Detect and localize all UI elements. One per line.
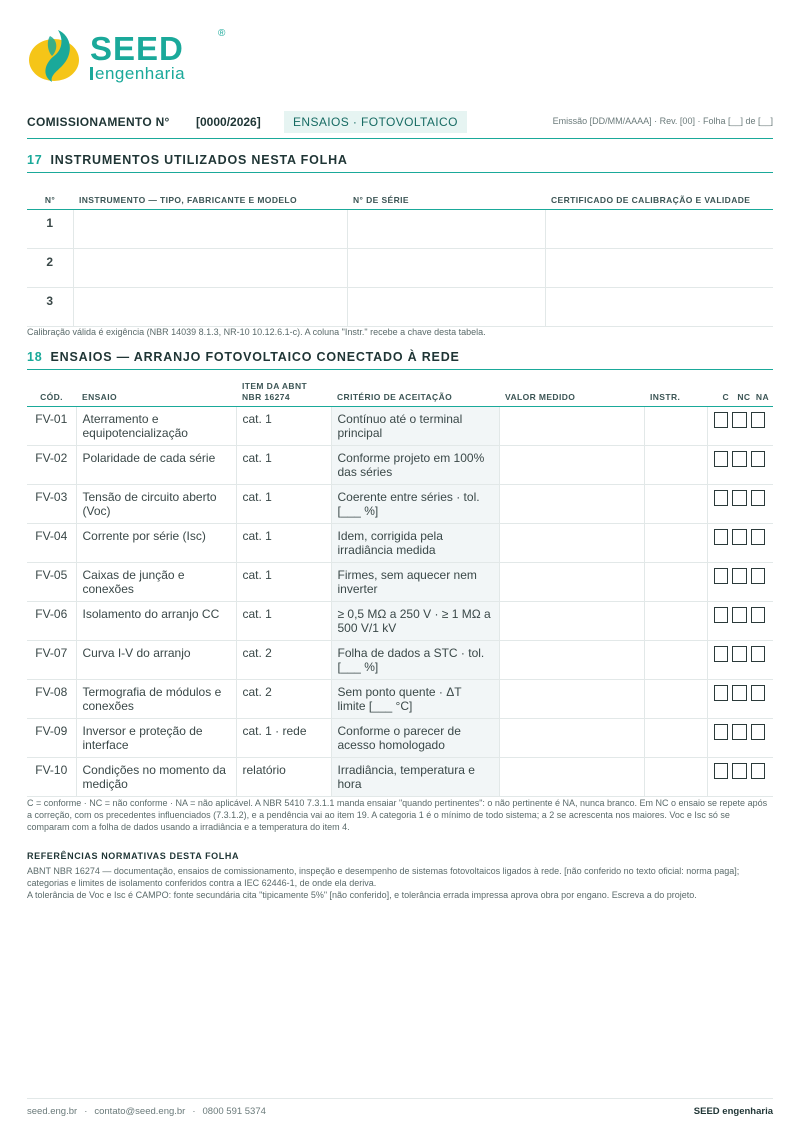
acceptance-criteria: Firmes, sem aquecer nem inverter (331, 562, 499, 601)
instrument-key-field[interactable] (644, 484, 707, 523)
nao-conforme-checkbox[interactable] (732, 607, 747, 623)
nao-aplicavel-checkbox[interactable] (751, 412, 766, 428)
conforme-checkbox[interactable] (714, 724, 729, 740)
table-row (27, 601, 773, 640)
test-code: FV-10 (27, 757, 76, 796)
section-18-note: C = conforme · NC = não conforme · NA = não aplicável. A NBR 5410 7.3.1.1 manda ensaiar "quando pertinentes": o não pertinente é NA, nunca branco. Em NC o ensaio se repete após a correção, com os precedentes influenciados (7.3.1.2), e a pendência vai ao item 19. A categoria 1 é o mínimo de todo sistema; a 2 se acrescenta nos maiores. Voc e Isc só se comparam com a folha de dados usando a irradiância e a temperatura do item 4. (27, 798, 768, 832)
test-code: FV-05 (27, 562, 76, 601)
table-row (27, 757, 773, 796)
acceptance-criteria: ≥ 0,5 MΩ a 250 V · ≥ 1 MΩ a 500 V/1 kV (331, 601, 499, 640)
conformity-cell (707, 640, 773, 679)
nao-conforme-checkbox[interactable] (732, 490, 747, 506)
test-name: Tensão de circuito aberto (Voc) (76, 484, 236, 523)
nao-aplicavel-checkbox[interactable] (751, 724, 766, 740)
conformity-cell (707, 679, 773, 718)
test-code: FV-07 (27, 640, 76, 679)
measured-value-field[interactable] (499, 601, 644, 640)
col-measured: VALOR MEDIDO (499, 376, 644, 406)
measured-value-field[interactable] (499, 406, 644, 445)
nao-conforme-checkbox[interactable] (732, 646, 747, 662)
standard-item: cat. 1 (236, 562, 331, 601)
test-name: Aterramento e equipotencialização (76, 406, 236, 445)
table-row (27, 248, 773, 287)
section-17-title (27, 153, 348, 167)
conformity-cell (707, 406, 773, 445)
conforme-checkbox[interactable] (714, 568, 729, 584)
standard-item: relatório (236, 757, 331, 796)
serial-field[interactable] (347, 248, 545, 287)
standard-item: cat. 1 · rede (236, 718, 331, 757)
col-serial: N° DE SÉRIE (347, 178, 545, 209)
nao-conforme-checkbox[interactable] (732, 451, 747, 467)
seed-logo-icon (28, 26, 84, 84)
standard-item: cat. 1 (236, 445, 331, 484)
instrument-key-field[interactable] (644, 601, 707, 640)
footer-separator: · (192, 1106, 196, 1117)
certificate-field[interactable] (545, 209, 773, 248)
table-row (27, 406, 773, 445)
test-code: FV-06 (27, 601, 76, 640)
nao-aplicavel-checkbox[interactable] (751, 529, 766, 545)
acceptance-criteria: Contínuo até o terminal principal (331, 406, 499, 445)
standard-item: cat. 1 (236, 406, 331, 445)
col-number: N° (27, 178, 73, 209)
serial-field[interactable] (347, 287, 545, 326)
tests-body (27, 406, 773, 796)
conforme-checkbox[interactable] (714, 529, 729, 545)
col-code: CÓD. (27, 376, 76, 406)
col-certificate: CERTIFICADO DE CALIBRAÇÃO E VALIDADE (545, 178, 773, 209)
measured-value-field[interactable] (499, 484, 644, 523)
certificate-field[interactable] (545, 248, 773, 287)
test-code: FV-04 (27, 523, 76, 562)
test-name: Isolamento do arranjo CC (76, 601, 236, 640)
conforme-checkbox[interactable] (714, 763, 729, 779)
standard-item: cat. 1 (236, 523, 331, 562)
company-logo (28, 26, 226, 86)
col-instr: INSTR. (644, 376, 707, 406)
measured-value-field[interactable] (499, 757, 644, 796)
instrument-field[interactable] (73, 287, 347, 326)
table-row (27, 523, 773, 562)
nao-aplicavel-checkbox[interactable] (751, 451, 766, 467)
issue-meta: Emissão [DD/MM/AAAA] · Rev. [00] · Folha [__] de [__] (552, 116, 773, 126)
document-header (27, 111, 773, 133)
table-row (27, 484, 773, 523)
conforme-checkbox[interactable] (714, 490, 729, 506)
table-row (27, 209, 773, 248)
tests-table (27, 376, 773, 797)
commissioning-number: [0000/2026] (196, 115, 261, 129)
instrument-field[interactable] (73, 209, 347, 248)
acceptance-criteria: Folha de dados a STC · tol. [___ %] (331, 640, 499, 679)
section-18-number: 18 (27, 350, 43, 364)
conforme-checkbox[interactable] (714, 412, 729, 428)
measured-value-field[interactable] (499, 640, 644, 679)
col-test: ENSAIO (76, 376, 236, 406)
instrument-key-field[interactable] (644, 640, 707, 679)
table-row (27, 718, 773, 757)
nao-conforme-checkbox[interactable] (732, 685, 747, 701)
nao-conforme-checkbox[interactable] (732, 412, 747, 428)
conformity-cell (707, 757, 773, 796)
test-name: Polaridade de cada série (76, 445, 236, 484)
nao-aplicavel-checkbox[interactable] (751, 490, 766, 506)
nao-aplicavel-checkbox[interactable] (751, 568, 766, 584)
section-17-note: Calibração válida é exigência (NBR 14039 8.1.3, NR-10 10.12.6.1-c). A coluna "Instr." recebe a chave desta tabela. (27, 327, 486, 337)
instruments-table (27, 178, 773, 327)
commissioning-label: COMISSIONAMENTO N° (27, 115, 170, 129)
conformity-cell (707, 562, 773, 601)
references-title: REFERÊNCIAS NORMATIVAS DESTA FOLHA (27, 851, 240, 861)
test-name: Corrente por série (Isc) (76, 523, 236, 562)
instrument-field[interactable] (73, 248, 347, 287)
nao-conforme-checkbox[interactable] (732, 529, 747, 545)
conformity-cell (707, 601, 773, 640)
nao-conforme-checkbox[interactable] (732, 724, 747, 740)
table-row (27, 287, 773, 326)
acceptance-criteria: Conforme projeto em 100% das séries (331, 445, 499, 484)
col-standard-item: ITEM DA ABNT NBR 16274 (236, 376, 331, 406)
conformity-cell (707, 445, 773, 484)
category-badge: ENSAIOS · FOTOVOLTAICO (284, 111, 467, 133)
tests-header-row (27, 376, 773, 406)
conformity-cell (707, 718, 773, 757)
test-code: FV-08 (27, 679, 76, 718)
conforme-checkbox[interactable] (714, 685, 729, 701)
instruments-header-row (27, 178, 773, 209)
conforme-checkbox[interactable] (714, 451, 729, 467)
footer-email[interactable]: contato@seed.eng.br (94, 1106, 186, 1117)
reference-line: ABNT NBR 16274 — documentação, ensaios de comissionamento, inspeção e desempenho de sistemas fotovoltaicos ligados à rede. [não conferido no texto oficial: norma paga]; categorias e limites de isolamento conferidos contra a IEC 62446-1, de onde ela deriva. (27, 866, 740, 888)
row-number: 3 (27, 287, 73, 326)
standard-item: cat. 2 (236, 679, 331, 718)
acceptance-criteria: Coerente entre séries · tol. [___ %] (331, 484, 499, 523)
footer-company: SEED engenharia (693, 1106, 773, 1117)
reference-line: A tolerância de Voc e Isc é CAMPO: fonte secundária cita "tipicamente 5%" [não conferido], e tolerância errada impressa aprova obra por engano. Escreva a do projeto. (27, 890, 697, 900)
footer-divider (27, 1098, 773, 1099)
measured-value-field[interactable] (499, 679, 644, 718)
test-code: FV-09 (27, 718, 76, 757)
row-number: 2 (27, 248, 73, 287)
acceptance-criteria: Sem ponto quente · ΔT limite [___ °C] (331, 679, 499, 718)
col-criteria: CRITÉRIO DE ACEITAÇÃO (331, 376, 499, 406)
logo-subtitle-text: engenharia (95, 64, 186, 83)
instrument-key-field[interactable] (644, 406, 707, 445)
standard-item: cat. 1 (236, 484, 331, 523)
conforme-checkbox[interactable] (714, 607, 729, 623)
nao-aplicavel-checkbox[interactable] (751, 646, 766, 662)
acceptance-criteria: Irradiância, temperatura e hora (331, 757, 499, 796)
header-divider (27, 138, 773, 139)
nao-conforme-checkbox[interactable] (732, 763, 747, 779)
measured-value-field[interactable] (499, 523, 644, 562)
certificate-field[interactable] (545, 287, 773, 326)
logo-wordmark: SEED (90, 30, 184, 67)
conformity-cell (707, 523, 773, 562)
table-row (27, 679, 773, 718)
nao-aplicavel-checkbox[interactable] (751, 607, 766, 623)
table-row (27, 562, 773, 601)
test-code: FV-01 (27, 406, 76, 445)
acceptance-criteria: Conforme o parecer de acesso homologado (331, 718, 499, 757)
section-18-divider (27, 369, 773, 370)
test-name: Curva I-V do arranjo (76, 640, 236, 679)
footer-website[interactable]: seed.eng.br (27, 1106, 78, 1117)
instrument-key-field[interactable] (644, 562, 707, 601)
acceptance-criteria: Idem, corrigida pela irradiância medida (331, 523, 499, 562)
test-code: FV-03 (27, 484, 76, 523)
nao-conforme-checkbox[interactable] (732, 568, 747, 584)
footer-separator: · (84, 1106, 88, 1117)
table-row (27, 640, 773, 679)
test-name: Termografia de módulos e conexões (76, 679, 236, 718)
footer-phone[interactable]: 0800 591 5374 (202, 1106, 266, 1117)
section-17-number: 17 (27, 153, 43, 167)
standard-item: cat. 1 (236, 601, 331, 640)
serial-field[interactable] (347, 209, 545, 248)
measured-value-field[interactable] (499, 562, 644, 601)
registered-mark: ® (218, 28, 226, 39)
section-17-divider (27, 172, 773, 173)
section-18-title (27, 350, 460, 364)
conformity-cell (707, 484, 773, 523)
instrument-key-field[interactable] (644, 757, 707, 796)
footer-contacts (27, 1106, 266, 1117)
logo-subtitle (90, 64, 185, 84)
test-code: FV-02 (27, 445, 76, 484)
measured-value-field[interactable] (499, 718, 644, 757)
section-18-title-text: ENSAIOS — ARRANJO FOTOVOLTAICO CONECTADO À REDE (50, 350, 460, 364)
standard-item: cat. 2 (236, 640, 331, 679)
col-instrument: INSTRUMENTO — TIPO, FABRICANTE E MODELO (73, 178, 347, 209)
instrument-key-field[interactable] (644, 445, 707, 484)
test-name: Caixas de junção e conexões (76, 562, 236, 601)
instrument-key-field[interactable] (644, 718, 707, 757)
test-name: Condições no momento da medição (76, 757, 236, 796)
section-17-title-text: INSTRUMENTOS UTILIZADOS NESTA FOLHA (50, 153, 348, 167)
nao-aplicavel-checkbox[interactable] (751, 685, 766, 701)
instrument-key-field[interactable] (644, 679, 707, 718)
test-name: Inversor e proteção de interface (76, 718, 236, 757)
col-c-nc-na: C NC NA (707, 376, 773, 406)
measured-value-field[interactable] (499, 445, 644, 484)
instrument-key-field[interactable] (644, 523, 707, 562)
row-number: 1 (27, 209, 73, 248)
table-row (27, 445, 773, 484)
references-text (27, 865, 773, 901)
conforme-checkbox[interactable] (714, 646, 729, 662)
nao-aplicavel-checkbox[interactable] (751, 763, 766, 779)
